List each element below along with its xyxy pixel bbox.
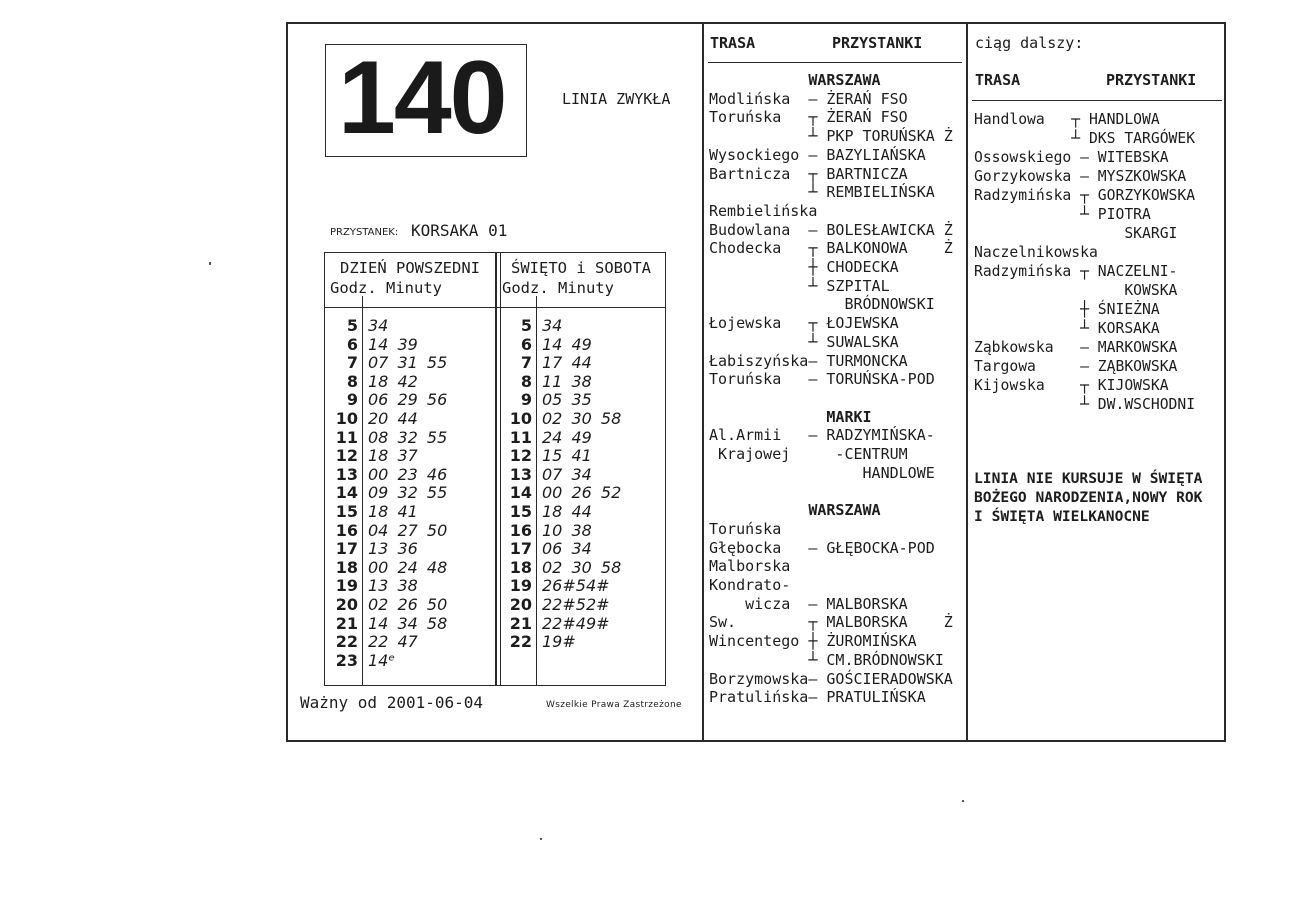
minutes-cell: 14ᵉ [368, 650, 396, 670]
table-row [508, 558, 621, 578]
minutes-cell: 14 34 58 [368, 613, 448, 633]
route-line: Wysockiego – BAZYLIAŃSKA [709, 145, 926, 164]
route-line: Budowlana – BOLESŁAWICKA Ż [709, 220, 953, 239]
table-row [508, 595, 610, 615]
minutes-cell: 00 26 52 [542, 483, 622, 503]
route-header-stops: PRZYSTANKI [832, 34, 923, 52]
hour-cell: 16 [509, 520, 532, 540]
hour-cell: 11 [509, 427, 532, 447]
hour-cell: 8 [520, 371, 532, 391]
table-row [508, 335, 592, 355]
hour-cell: 20 [509, 595, 532, 614]
route-line: ┴ PKP TORUŃSKA Ż [709, 127, 953, 146]
minutes-cell: 02 26 50 [368, 595, 448, 614]
minutes-cell: 02 30 58 [542, 409, 622, 428]
minutes-cell: 06 34 [542, 539, 592, 559]
route-line: Głębocka – GŁĘBOCKA-POD [709, 538, 935, 557]
route-line: ┴ SZPITAL [709, 276, 890, 295]
minutes-cell: 20 44 [368, 409, 418, 428]
route-line: Toruńska [709, 519, 782, 538]
table-row [508, 372, 592, 392]
route-line: Bartnicza ┬ BARTNICZA [709, 164, 908, 183]
table-row [508, 446, 592, 466]
minutes-cell: 14 49 [542, 334, 592, 354]
notice-line: I ŚWIĘTA WIELKANOCNE [974, 508, 1150, 525]
hour-cell: 17 [509, 539, 532, 559]
minutes-cell: 11 38 [542, 371, 592, 391]
route-line: Kijowska ┬ KIJOWSKA [974, 377, 1169, 394]
table-row [334, 409, 418, 429]
route-line: Naczelnikowska [974, 244, 1098, 261]
minutes-cell: 05 35 [542, 390, 592, 410]
route-line: ┴ CM.BRÓDNOWSKI [709, 650, 944, 669]
route-line: Kondrato- [709, 575, 791, 594]
hour-cell: 9 [346, 390, 358, 410]
route-line: Radzymińska ┬ NACZELNI- [974, 263, 1178, 280]
table-row [334, 632, 418, 652]
minutes-cell: 04 27 50 [368, 520, 448, 540]
minutes-cell: 08 32 55 [368, 427, 448, 447]
route-line: ┼ ŚNIEŻNA [974, 301, 1160, 318]
table-row [334, 428, 447, 448]
hour-cell: 7 [346, 353, 358, 373]
table-row [508, 409, 621, 429]
hour-cell: 18 [335, 557, 358, 577]
hour-cell: 23 [335, 650, 358, 670]
route-line: Toruńska ┬ ŻERAŃ FSO [709, 108, 908, 127]
hour-cell: 21 [335, 613, 358, 633]
route-line: SKARGI [974, 225, 1178, 242]
hour-cell: 6 [346, 334, 358, 354]
minutes-cell: 13 38 [368, 576, 418, 596]
route-line [709, 389, 953, 408]
route-line: Al.Armii – RADZYMIŃSKA- [709, 426, 935, 445]
route-line: BRÓDNOWSKI [709, 295, 935, 314]
stop-name: KORSAKA 01 [411, 221, 508, 240]
table-row [508, 316, 562, 336]
route-line: Targowa – ZĄBKOWSKA [974, 358, 1178, 375]
route-line: Toruńska – TORUŃSKA-POD [709, 370, 935, 389]
route-line: Radzymińska ┬ GORZYKOWSKA [974, 187, 1196, 204]
service-notice [974, 469, 1202, 526]
table-row [508, 353, 592, 373]
hour-cell: 7 [520, 353, 532, 373]
route-header-trasa: TRASA [710, 34, 756, 52]
route-line: Modlińska – ŻERAŃ FSO [709, 89, 908, 108]
table-row [508, 465, 592, 485]
table-row [334, 390, 447, 410]
hour-cell: 13 [509, 464, 532, 484]
table-row [334, 502, 418, 522]
rights-notice: Wszelkie Prawa Zastrzeżone [546, 700, 682, 710]
route-line: Malborska [709, 557, 791, 576]
table-row [508, 502, 592, 522]
hour-cell: 8 [346, 371, 358, 391]
route-line: wicza – MALBORSKA [709, 594, 908, 613]
table-row [508, 539, 592, 559]
hour-cell: 22 [509, 632, 532, 652]
route-line: KOWSKA [974, 282, 1178, 299]
minutes-cell: 00 23 46 [368, 464, 448, 484]
table-row [334, 651, 395, 671]
route-line [709, 482, 953, 501]
minutes-cell: 19# [542, 632, 576, 652]
minutes-cell: 18 42 [368, 371, 418, 391]
scan-speck [962, 800, 964, 802]
continued-label: ciąg dalszy: [975, 34, 1084, 52]
hour-cell: 18 [509, 557, 532, 577]
minutes-cell: 22#49# [542, 613, 610, 633]
minutes-cell: 07 34 [542, 464, 592, 484]
route-line: Rembielińska [709, 201, 818, 220]
hour-cell: 19 [509, 576, 532, 596]
minutes-cell: 22 47 [368, 632, 418, 652]
route-line: ┴ REMBIELIŃSKA [709, 183, 935, 202]
table-row [508, 390, 592, 410]
route-line: Gorzykowska – MYSZKOWSKA [974, 168, 1187, 185]
table-row [334, 558, 447, 578]
table-row [334, 539, 418, 559]
minutes-cell: 13 36 [368, 539, 418, 559]
hour-cell: 21 [509, 613, 532, 633]
route-list-2 [974, 110, 1195, 414]
hour-cell: 5 [520, 316, 532, 335]
hour-cell: 10 [335, 409, 358, 428]
route-line: Łojewska ┬ ŁOJEWSKA [709, 314, 899, 333]
route-line: Borzymowska– GOŚCIERADOWSKA [709, 669, 953, 688]
hour-cell: 14 [509, 483, 532, 503]
column-divider [966, 22, 968, 742]
hour-cell: 12 [335, 446, 358, 466]
route-header-stops-2: PRZYSTANKI [1106, 71, 1197, 89]
table-row [508, 521, 592, 541]
line-type: LINIA ZWYKŁA [562, 90, 671, 108]
minutes-cell: 18 37 [368, 446, 418, 466]
table-row [334, 614, 447, 634]
route-line: Ossowskiego – WITEBSKA [974, 149, 1169, 166]
hour-cell: 20 [335, 595, 358, 614]
hour-cell: 14 [335, 483, 358, 503]
route-line: ┴ DKS TARGÓWEK [974, 130, 1196, 147]
table-row [508, 576, 610, 596]
divider [500, 252, 501, 686]
hour-cell: 15 [509, 502, 532, 521]
scan-speck [209, 262, 211, 265]
hour-cell: 12 [509, 446, 532, 466]
minutes-cell: 22#52# [542, 595, 610, 614]
route-line: ┼ CHODECKA [709, 258, 899, 277]
divider [708, 62, 962, 63]
route-line: Sw. ┬ MALBORSKA Ż [709, 613, 953, 632]
hour-cell: 22 [335, 632, 358, 652]
hour-cell: 17 [335, 539, 358, 559]
table-row [334, 595, 447, 615]
minutes-cell: 34 [368, 316, 389, 335]
route-line: Łabiszyńska– TURMONCKA [709, 351, 908, 370]
notice-line: BOŻEGO NARODZENIA,NOWY ROK [974, 489, 1203, 506]
divider [972, 100, 1222, 101]
stop-label: PRZYSTANEK: [330, 227, 399, 238]
minutes-cell: 07 31 55 [368, 353, 448, 373]
minutes-cell: 10 38 [542, 520, 592, 540]
route-line: Wincentego ┼ ŻUROMIŃSKA [709, 632, 917, 651]
holiday-subheader: Godz. Minuty [502, 279, 614, 297]
table-row [334, 446, 418, 466]
hour-cell: 13 [335, 464, 358, 484]
minutes-cell: 15 41 [542, 446, 592, 466]
table-row [334, 353, 447, 373]
hour-cell: 16 [335, 520, 358, 540]
hour-cell: 9 [520, 390, 532, 410]
divider [496, 307, 666, 308]
minutes-cell: 02 30 58 [542, 557, 622, 577]
table-row [334, 483, 447, 503]
route-line: Krajowej -CENTRUM [709, 445, 908, 464]
route-line: Chodecka ┬ BALKONOWA Ż [709, 239, 953, 258]
table-row [508, 428, 592, 448]
table-row [334, 576, 418, 596]
route-line: MARKI [709, 407, 872, 426]
table-row [334, 335, 418, 355]
minutes-cell: 14 39 [368, 334, 418, 354]
route-line: WARSZAWA [709, 71, 881, 89]
minutes-cell: 09 32 55 [368, 483, 448, 503]
route-line: ┴ PIOTRA [974, 206, 1151, 223]
hour-cell: 6 [520, 334, 532, 354]
minutes-cell: 06 29 56 [368, 390, 448, 410]
route-line: ┴ KORSAKA [974, 320, 1160, 337]
minutes-cell: 26#54# [542, 576, 610, 596]
hour-cell: 10 [509, 409, 532, 428]
weekday-header: DZIEŃ POWSZEDNI [340, 259, 480, 277]
table-row [508, 483, 621, 503]
route-line: ┴ DW.WSCHODNI [974, 396, 1196, 413]
notice-line: LINIA NIE KURSUJE W ŚWIĘTA [974, 470, 1203, 487]
minutes-cell: 17 44 [542, 353, 592, 373]
route-line: ┴ SUWALSKA [709, 332, 899, 351]
table-row [334, 521, 447, 541]
valid-from: Ważny od 2001-06-04 [300, 693, 484, 712]
route-header-trasa-2: TRASA [975, 71, 1021, 89]
hour-cell: 5 [346, 316, 358, 335]
scan-speck [540, 838, 542, 840]
table-row [334, 316, 388, 336]
route-line: Ząbkowska – MARKOWSKA [974, 339, 1178, 356]
route-list-1 [709, 71, 953, 707]
route-line: Handlowa ┬ HANDLOWA [974, 111, 1160, 128]
minutes-cell: 18 44 [542, 502, 592, 521]
route-line: Pratulińska– PRATULIŃSKA [709, 688, 926, 707]
minutes-cell: 18 41 [368, 502, 418, 521]
hour-cell: 15 [335, 502, 358, 521]
hour-cell: 19 [335, 576, 358, 596]
minutes-cell: 00 24 48 [368, 557, 448, 577]
route-line: WARSZAWA [709, 501, 881, 520]
hour-cell: 11 [335, 427, 358, 447]
line-number: 140 [338, 40, 506, 156]
column-divider [702, 22, 704, 742]
minutes-cell: 34 [542, 316, 563, 335]
divider [324, 307, 496, 308]
table-row [334, 465, 447, 485]
table-row [508, 632, 576, 652]
route-line: HANDLOWE [709, 463, 935, 482]
holiday-header: ŚWIĘTO i SOBOTA [511, 259, 651, 277]
weekday-subheader: Godz. Minuty [330, 279, 442, 297]
table-row [508, 614, 610, 634]
minutes-cell: 24 49 [542, 427, 592, 447]
table-row [334, 372, 418, 392]
